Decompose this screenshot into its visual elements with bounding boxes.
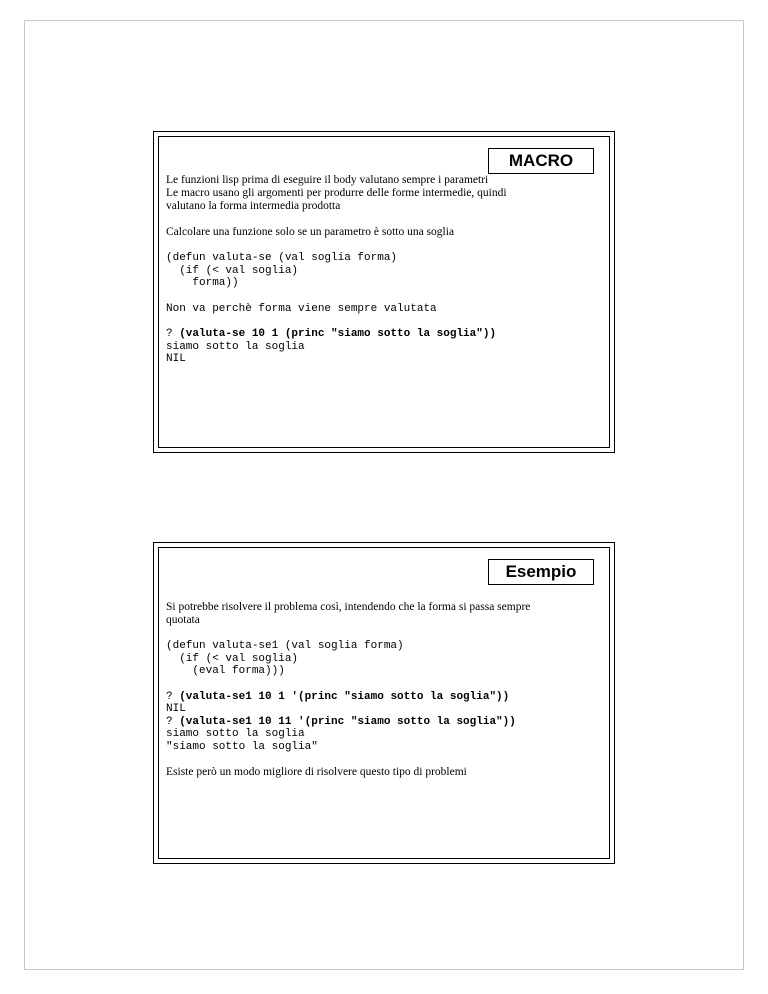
repl-output: siamo sotto la soglia: [166, 340, 305, 353]
repl-output: NIL: [166, 703, 186, 715]
repl-prompt: ?: [166, 328, 180, 340]
intro-line: valutano la forma intermedia prodotta: [166, 200, 341, 212]
slide-content: [166, 601, 598, 779]
intro-line: Si potrebbe risolvere il problema così, intendendo che la forma si passa sempre: [166, 601, 531, 613]
code-line: (eval forma))): [166, 665, 285, 677]
code-line: (if (< val soglia): [166, 652, 299, 665]
repl-call: (valuta-se1 10 11 '(princ "siamo sotto la soglia")): [179, 715, 516, 728]
slide-content: [166, 174, 598, 366]
repl-call: (valuta-se1 10 1 '(princ "siamo sotto la soglia")): [179, 690, 510, 703]
closing-text: Esiste però un modo migliore di risolvere questo tipo di problemi: [166, 766, 467, 778]
intro-line: Le funzioni lisp prima di eseguire il body valutano sempre i parametri: [166, 174, 489, 186]
repl-call-line: [166, 328, 598, 341]
repl-call-line: [166, 691, 598, 704]
repl-output: NIL: [166, 353, 186, 365]
slide-title: Esempio: [488, 559, 594, 585]
code-line: (if (< val soglia): [166, 264, 299, 277]
code-line: (defun valuta-se1 (val soglia forma): [166, 640, 404, 652]
repl-prompt: ?: [166, 715, 180, 728]
remark-text: Non va perchè forma viene sempre valutata: [166, 302, 437, 315]
repl-prompt: ?: [166, 690, 180, 703]
code-line: forma)): [166, 277, 239, 289]
repl-output: "siamo sotto la soglia": [166, 740, 318, 753]
slide-title: MACRO: [488, 148, 594, 174]
repl-call: (valuta-se 10 1 (princ "siamo sotto la soglia")): [179, 328, 497, 340]
intro-line: Le macro usano gli argomenti per produrre delle forme intermedie, quindi: [166, 187, 507, 199]
intro-line: quotata: [166, 614, 200, 626]
code-line: (defun valuta-se (val soglia forma): [166, 252, 398, 264]
slide-esempio: [153, 542, 615, 864]
repl-output: siamo sotto la soglia: [166, 728, 305, 740]
repl-call-line: [166, 716, 598, 729]
task-text: Calcolare una funzione solo se un parametro è sotto una soglia: [166, 226, 455, 238]
slide-macro: [153, 131, 615, 453]
